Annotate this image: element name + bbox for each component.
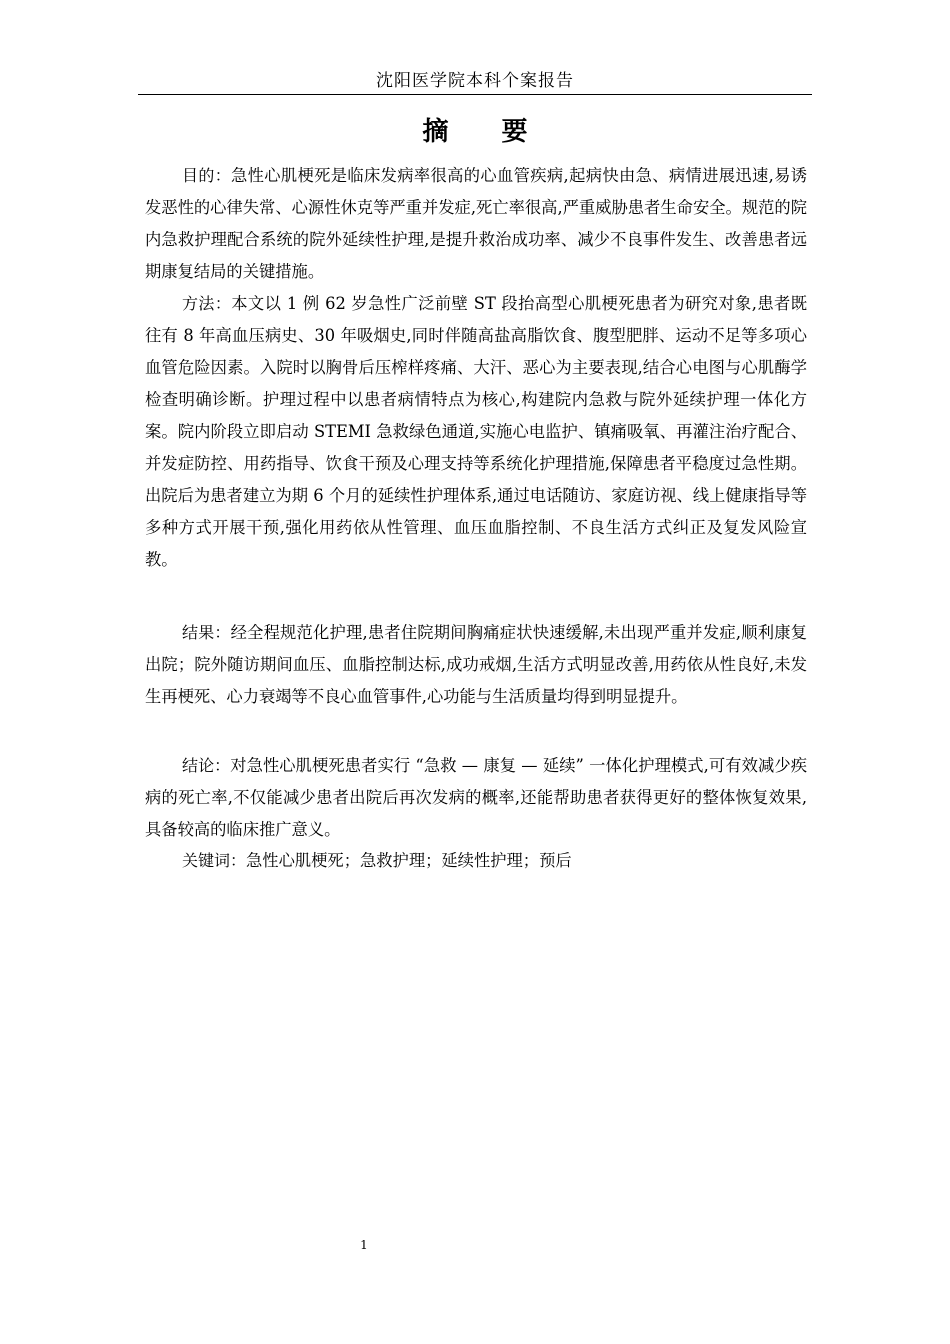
keywords-text: 急性心肌梗死；急救护理；延续性护理；预后 [246,851,572,870]
purpose-label: 目的： [182,166,232,185]
method-text: 本文以 1 例 62 岁急性广泛前壁 ST 段抬高型心肌梗死患者为研究对象,患者既往有 8 年高血压病史、30 年吸烟史,同时伴随高盐高脂饮食、腹型肥胖、运动不足等多项心血管危险因素。入院时以胸骨后压榨样疼痛、大汗、恶心为主要表现,结合心电图与心肌酶学检查明确诊断。护理过程中以患者病情特点为核心,构建院内急救与院外延续护理一体化方案。院内阶段立即启动 STEMI 急救绿色通道,实施心电监护、镇痛吸氧、再灌注治疗配合、并发症防控、用药指导、饮食干预及心理支持等系统化护理措施,保障患者平稳度过急性期。出院后为患者建立为期 6 个月的延续性护理体系,通过电话随访、家庭访视、线上健康指导等多种方式开展干预,强化用药依从性管理、血压血脂控制、不良生活方式纠正及复发风险宣教。 [145,294,807,569]
result-label: 结果： [182,623,231,642]
header-divider [138,94,812,95]
page-number: 1 [360,1238,368,1252]
abstract-heading: 摘 要 [422,117,550,147]
abstract-conclusion-paragraph [145,750,807,846]
conclusion-label: 结论： [182,756,231,775]
keywords-label: 关键词： [182,851,247,870]
purpose-text: 急性心肌梗死是临床发病率很高的心血管疾病,起病快由急、病情进展迅速,易诱发恶性的心律失常、心源性休克等严重并发症,死亡率很高,严重威胁患者生命安全。规范的院内急救护理配合系统的院外延续性护理,是提升救治成功率、减少不良事件发生、改善患者远期康复结局的关键措施。 [145,166,807,281]
method-label: 方法： [182,294,232,313]
report-header-title: 沈阳医学院本科个案报告 [376,71,574,91]
result-text: 经全程规范化护理,患者住院期间胸痛症状快速缓解,未出现严重并发症,顺利康复出院；院外随访期间血压、血脂控制达标,成功戒烟,生活方式明显改善,用药依从性良好,未发生再梗死、心力衰竭等不良心血管事件,心功能与生活质量均得到明显提升。 [145,623,807,706]
abstract-method-paragraph [145,288,807,576]
abstract-keywords-line [145,845,807,877]
conclusion-text: 对急性心肌梗死患者实行 “急救 — 康复 — 延续” 一体化护理模式,可有效减少疾病的死亡率,不仅能减少患者出院后再次发病的概率,还能帮助患者获得更好的整体恢复效果,具备较高的临床推广意义。 [145,756,807,839]
abstract-result-paragraph [145,617,807,713]
abstract-purpose-paragraph [145,160,807,288]
